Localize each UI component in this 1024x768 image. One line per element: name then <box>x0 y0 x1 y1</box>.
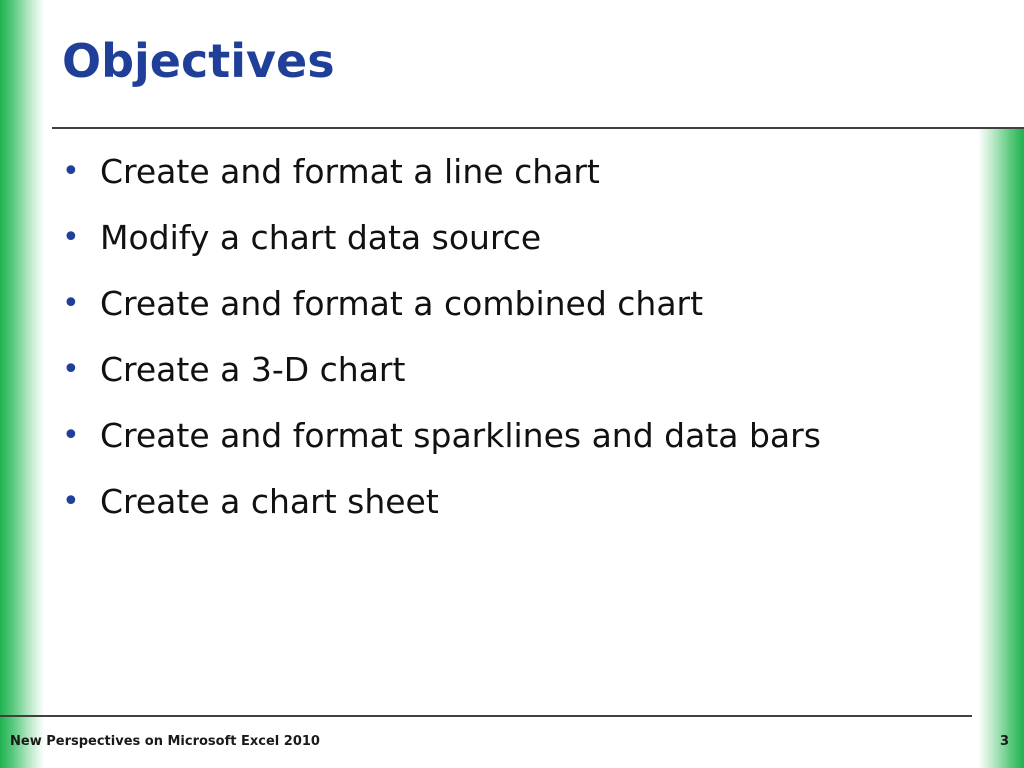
bullet-icon: • <box>62 286 80 321</box>
bullet-icon: • <box>62 484 80 519</box>
bullet-icon: • <box>62 220 80 255</box>
page-number: 3 <box>1000 734 1010 749</box>
bullet-text: Create a chart sheet <box>100 482 439 521</box>
right-green-gradient-bar <box>978 128 1024 768</box>
bullet-text: Create and format a line chart <box>100 152 600 191</box>
footer-text: New Perspectives on Microsoft Excel 2010 <box>10 734 320 749</box>
bullet-icon: • <box>62 352 80 387</box>
footer-divider <box>0 715 972 717</box>
slide-title: Objectives <box>62 34 335 88</box>
bullet-icon: • <box>62 418 80 453</box>
bullet-text: Create and format a combined chart <box>100 284 704 323</box>
bullet-text: Modify a chart data source <box>100 218 542 257</box>
title-divider <box>52 127 1024 129</box>
left-green-gradient-bar <box>0 0 44 768</box>
bullet-icon: • <box>62 154 80 189</box>
bullet-text: Create a 3-D chart <box>100 350 406 389</box>
bullet-text: Create and format sparklines and data bars <box>100 416 821 455</box>
